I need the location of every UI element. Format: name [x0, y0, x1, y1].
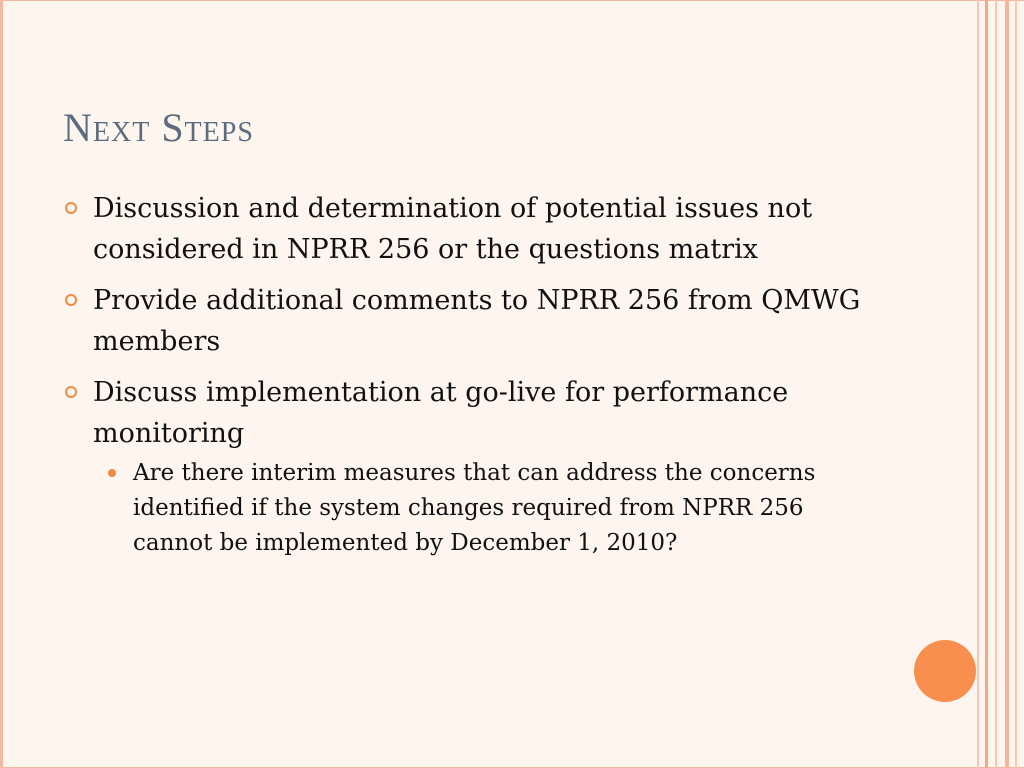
dot-bullet-icon — [108, 469, 116, 477]
bullet-item — [62, 280, 872, 362]
bullet-text: Discussion and determination of potential issues not considered in NPRR 256 or the questions matrix — [93, 193, 813, 265]
decorative-stripe — [985, 0, 988, 768]
decorative-stripe — [977, 0, 979, 768]
decorative-stripe — [995, 0, 997, 768]
ring-bullet-icon — [65, 386, 77, 398]
slide-title: Next Steps — [63, 105, 254, 150]
ring-bullet-icon — [65, 294, 77, 306]
decorative-circle — [914, 640, 976, 702]
decorative-stripe — [1015, 0, 1017, 768]
sub-bullet-text: Are there interim measures that can address the concerns identified if the system changes required from NPRR 256 cannot be implemented by December 1, 2010? — [133, 460, 816, 556]
sub-bullet-item — [62, 456, 872, 561]
bullet-item — [62, 372, 872, 454]
ring-bullet-icon — [65, 202, 77, 214]
bullet-text: Provide additional comments to NPRR 256 from QMWG members — [93, 285, 861, 357]
decorative-stripe — [1005, 0, 1009, 768]
bullet-text: Discuss implementation at go-live for performance monitoring — [93, 377, 789, 449]
bullet-item — [62, 188, 872, 270]
slide-content — [62, 188, 872, 561]
